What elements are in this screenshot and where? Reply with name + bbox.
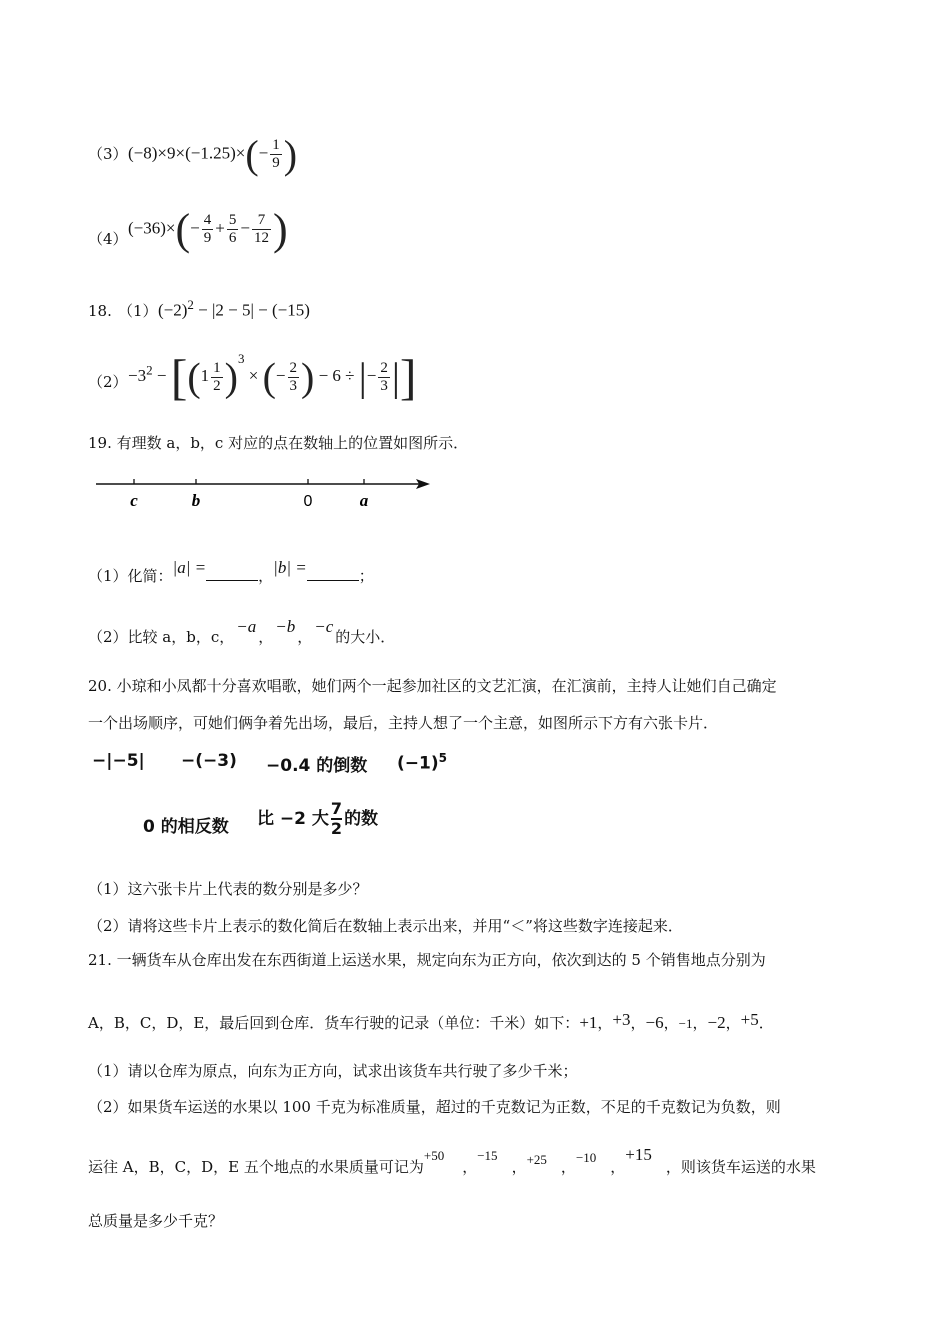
q18-2-label: （2）	[88, 373, 128, 391]
q21-1: （1）请以仓库为原点，向东为正方向，试求出该货车共行驶了多少千米；	[88, 1062, 578, 1080]
q20-1: （1）这六张卡片上代表的数分别是多少？	[88, 880, 368, 898]
q18-1-rest: − |2 − 5| − (−15)	[193, 300, 310, 320]
record-6: +5	[740, 1010, 759, 1029]
abs-a: |a| =	[172, 558, 207, 577]
separator: ，	[297, 628, 313, 646]
plus-sign: +	[215, 218, 225, 238]
neg-a: −a	[236, 617, 257, 636]
minus-sign: −	[366, 365, 377, 385]
q17-4-label: （4）	[88, 230, 128, 248]
fraction-denominator: 2	[213, 377, 221, 394]
separator: ，	[258, 567, 274, 585]
q19-2-prefix: （2）比较 a，b，c，	[88, 628, 235, 646]
q21-line-c-text: 运往 A，B，C，D，E 五个地点的水果质量可记为	[88, 1158, 424, 1176]
record-5: −2	[707, 1013, 726, 1032]
record-4: −1	[678, 1016, 693, 1031]
q19-1-prefix: （1）化简：	[88, 567, 173, 585]
axis-label-b: b	[191, 491, 201, 510]
q18-2-expression: $-3^2 - [(1$ $\frac{1}{2}$ )$^3$ × (− $\frac{2}{3}$ ) − 6 ÷ |− $\frac{2}{3}$ |]	[128, 349, 417, 405]
q21-line-2-text: A，B，C，D，E，最后回到仓库．货车行驶的记录（单位：千米）如下：	[88, 1014, 580, 1032]
q18-2-exponent: 2	[146, 362, 153, 378]
q18-2-fraction-1	[288, 360, 300, 395]
card-3: −0.4 的倒数	[266, 756, 368, 776]
neg-c: −c	[314, 617, 334, 636]
q17-4-fraction-1	[202, 212, 214, 247]
weight-c: +25	[526, 1152, 547, 1167]
fraction-numerator: 2	[380, 359, 388, 376]
fraction-numerator: 1	[272, 137, 280, 153]
minus-sign: −	[275, 365, 286, 385]
card-4	[397, 751, 447, 774]
q21-line-c: 运往 A，B，C，D，E 五个地点的水果质量可记为+50，−15，+25 ，−10，+15，则该货车运送的水果	[88, 1145, 816, 1176]
q21-line-1: 21. 一辆货车从仓库出发在东西街道上运送水果，规定向东为正方向，依次到达的 5 个销售地点分别为	[88, 951, 766, 969]
card-4-exponent: 5	[438, 751, 447, 765]
q21-line-d: 总质量是多少千克？	[88, 1212, 224, 1230]
mixed-number-whole: 1	[200, 365, 210, 385]
q18-1-label: （1）	[118, 302, 158, 320]
card-2: −(−3)	[181, 751, 237, 771]
q17-3-expression: (−8)×9×(−1.25)×(− $\frac{1}{9}$ )	[128, 132, 298, 177]
semicolon: ；	[358, 567, 374, 585]
q18-number: 18.	[88, 302, 112, 320]
card-6-suffix: 的数	[344, 809, 379, 829]
record-1: +1	[579, 1013, 598, 1032]
card-5: 0 的相反数	[143, 817, 229, 837]
fraction-denominator: 3	[380, 377, 388, 394]
q19-stem: 19. 有理数 a，b，c 对应的点在数轴上的位置如图所示．	[88, 434, 469, 452]
q19-2	[88, 617, 396, 647]
q17-3-expr-main: (−8)×9×(−1.25)×	[128, 143, 246, 163]
minus-sign: −	[152, 365, 171, 385]
q21-line-c-end: ，则该货车运送的水果	[665, 1158, 816, 1176]
axis-label-zero: 0	[303, 493, 313, 510]
q17-4-fraction-3	[252, 212, 271, 247]
answer-blank-b[interactable]	[307, 566, 359, 581]
q21-2: （2）如果货车运送的水果以 100 千克为标准质量，超过的千克数记为正数，不足的千克数记为负数，则	[88, 1098, 781, 1116]
minus-sign: −	[190, 218, 200, 238]
q18-2-base: −3	[128, 365, 147, 385]
answer-blank-a[interactable]	[206, 566, 258, 581]
q17-4-fraction-2	[227, 212, 239, 247]
fraction-numerator: 1	[213, 359, 221, 376]
weight-b: −15	[477, 1148, 498, 1163]
q17-3-minus: −	[258, 143, 269, 163]
card-4-base: (−1)	[397, 753, 439, 774]
q21-line-2: A，B，C，D，E，最后回到仓库．货车行驶的记录（单位：千米）如下：+1，+3，−6，−1，−2，+5．	[88, 1010, 774, 1032]
fraction-denominator: 9	[203, 230, 212, 246]
fraction-numerator: 4	[203, 212, 212, 228]
times-sign: ×	[244, 365, 263, 385]
fraction-denominator: 2	[330, 819, 343, 838]
minus-sign: −	[240, 218, 250, 238]
fraction-denominator: 6	[228, 230, 237, 246]
q18-1-expression	[158, 297, 310, 321]
fraction-numerator: 7	[330, 799, 343, 818]
q17-4-expression: (−36)×(− $\frac{4}{9}$ + $\frac{5}{6}$ − $\frac{7}{12}$ )	[128, 205, 288, 254]
number-line-figure	[90, 470, 440, 515]
q20-line-2: 一个出场顺序，可她们俩争着先出场，最后，主持人想了一个主意，如图所示下方有六张卡片．	[88, 714, 719, 732]
fraction-denominator: 3	[289, 377, 298, 394]
record-2: +3	[612, 1010, 631, 1029]
fraction-denominator: 12	[253, 230, 269, 246]
weight-a: +50	[423, 1148, 445, 1163]
q18-1-base: (−2)	[158, 300, 188, 320]
q18-2-fraction-2	[378, 360, 390, 395]
q18-1-exponent: 2	[187, 297, 194, 312]
q19-1	[88, 558, 374, 586]
fraction-denominator: 9	[272, 155, 280, 171]
q18-2-mixed-fraction	[211, 360, 223, 395]
neg-b: −b	[275, 617, 296, 636]
card-6-fraction	[331, 800, 342, 838]
weight-e: +15	[625, 1145, 652, 1164]
q17-4-expr-main: (−36)×	[128, 218, 176, 238]
fraction-numerator: 5	[228, 212, 237, 228]
fraction-numerator: 7	[257, 212, 266, 228]
q20-2: （2）请将这些卡片上表示的数化简后在数轴上表示出来，并用“＜”将这些数字连接起来．	[88, 917, 683, 935]
weight-d: −10	[575, 1150, 597, 1165]
card-6	[257, 800, 378, 838]
card-6-prefix: 比 −2 大	[257, 809, 329, 829]
q17-3-fraction	[270, 137, 282, 172]
q18-2-cube-exponent: 3	[238, 350, 245, 366]
q19-2-end: 的大小．	[335, 628, 396, 646]
abs-b: |b| =	[273, 558, 307, 577]
record-3: −6	[645, 1013, 664, 1032]
fraction-numerator: 2	[289, 359, 298, 376]
q20-line-1: 20. 小琼和小凤都十分喜欢唱歌，她们两个一起参加社区的文艺汇演，在汇演前，主持人让她们自己确定	[88, 677, 777, 695]
q18-2-middle: − 6 ÷	[314, 365, 359, 385]
axis-label-c: c	[130, 491, 138, 510]
q17-3-label: （3）	[88, 145, 128, 163]
axis-label-a: a	[359, 491, 369, 510]
card-1: −|−5|	[92, 751, 145, 771]
separator: ，	[258, 628, 274, 646]
